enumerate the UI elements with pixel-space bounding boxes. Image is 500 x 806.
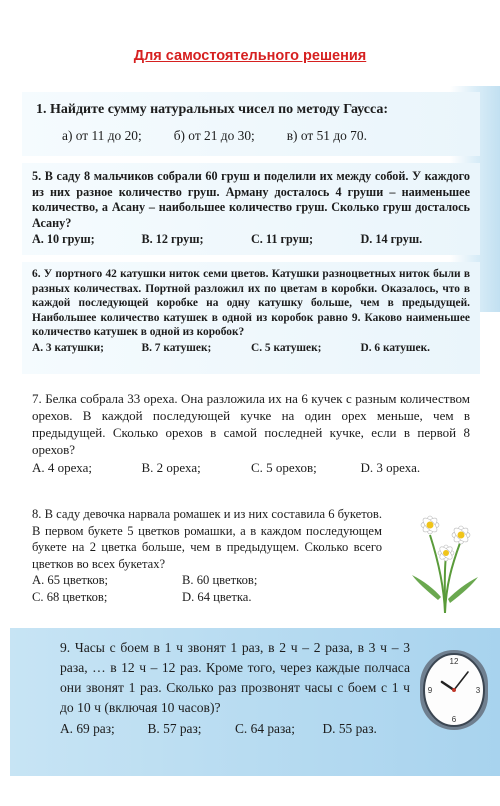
- task-6-answer-a: A. 3 катушки;: [32, 341, 104, 354]
- clock-number-12: 12: [449, 657, 459, 666]
- task-1-option-c: в) от 51 до 70.: [286, 128, 367, 143]
- task-9-answers: [60, 718, 410, 740]
- task-8-answer-d: D. 64 цветка.: [182, 589, 252, 604]
- task-7-answer-c: C. 5 орехов;: [251, 460, 317, 475]
- task-6-answer-d: D. 6 катушек.: [360, 341, 430, 354]
- task-1-options: [62, 128, 367, 144]
- task-8-answer-b: B. 60 цветков;: [182, 573, 258, 588]
- task-6-answer-b: B. 7 катушек;: [141, 341, 212, 354]
- task-9-text: 9. Часы с боем в 1 ч звонят 1 раз, в 2 ч – 2 раза, в 3 ч – 3 раза, … в 12 ч – 12 раз. Кроме того, через каждые полчаса они звонят 1 раз. Сколько раз прозвонят часы с боем с 1 ч до 10 ч (включая 10 часов)?: [60, 640, 410, 715]
- clock-number-6: 6: [451, 715, 457, 724]
- task-7-answer-d: D. 3 ореха.: [360, 460, 421, 475]
- daisy-illustration: [408, 505, 483, 615]
- task-7-answer-a: A. 4 ореха;: [32, 460, 92, 475]
- clock-number-9: 9: [427, 686, 433, 695]
- task-6-text: 6. У портного 42 катушки ниток семи цветов. Катушки разноцветных ниток были в разных количествах. Портной разложил их по цветам в коробки. Оказалось, что в каждой последующей коробке на одну катушку больше, чем в предыдущей. Наибольшее количество катушек в одной из коробок равно 9. Каково наименьшее количество катушек в одной из коробок?: [32, 268, 470, 339]
- task-1-option-a: а) от 11 до 20;: [62, 128, 142, 143]
- task-5: [22, 163, 480, 255]
- page-title: Для самостоятельного решения: [133, 48, 367, 64]
- task-9-answer-d: D. 55 раз.: [322, 721, 377, 736]
- task-5-answers: [32, 231, 470, 247]
- task-7-text: 7. Белка собрала 33 ореха. Она разложила их на 6 кучек с разным количеством орехов. В каждой последующей кучке на один орех меньше, чем в предыдущей. Сколько орехов в самой последней кучке, если в первой 8 орехов?: [32, 391, 470, 457]
- task-5-text: 5. В саду 8 мальчиков собрали 60 груш и поделили их между собой. У каждого из них разное количество груш. Арману досталось 4 груши – наименьшее количество, а Асану – наибольшее количество груш. Сколько груш досталось Асану?: [32, 169, 470, 230]
- task-8-answer-c: C. 68 цветков;: [32, 589, 108, 604]
- task-5-answer-b: B. 12 груш;: [141, 232, 204, 247]
- task-6-answer-c: C. 5 катушек;: [251, 341, 322, 354]
- task-5-answer-d: D. 14 груш.: [360, 232, 423, 247]
- task-1-option-b: б) от 21 до 30;: [173, 128, 255, 143]
- task-8-answer-a: A. 65 цветков;: [32, 573, 109, 588]
- task-8-answers: [32, 572, 470, 605]
- task-7-answer-b: B. 2 ореха;: [141, 460, 201, 475]
- task-1-text: 1. Найдите сумму натуральных чисел по методу Гаусса:: [36, 102, 389, 117]
- task-5-answer-c: C. 11 груш;: [251, 232, 314, 247]
- task-7: [22, 384, 480, 492]
- task-8-text: 8. В саду девочка нарвала ромашек и из них составила 6 букетов. В первом букете 5 цветков ромашки, а в каждом последующем букете на 2 цветка больше, чем в предыдущем. Сколько всего цветков во всех букетах?: [32, 507, 382, 571]
- task-1: [22, 92, 480, 156]
- clock-number-3: 3: [475, 686, 481, 695]
- task-7-answers: [32, 458, 470, 477]
- task-6-answers: [32, 340, 470, 356]
- clock-icon: [418, 642, 490, 738]
- task-9-answer-a: A. 69 раз;: [60, 721, 115, 736]
- task-9-answer-c: C. 64 раза;: [235, 721, 295, 736]
- task-9-answer-b: B. 57 раз;: [147, 721, 202, 736]
- task-6: [22, 262, 480, 374]
- task-5-answer-a: A. 10 груш;: [32, 232, 95, 247]
